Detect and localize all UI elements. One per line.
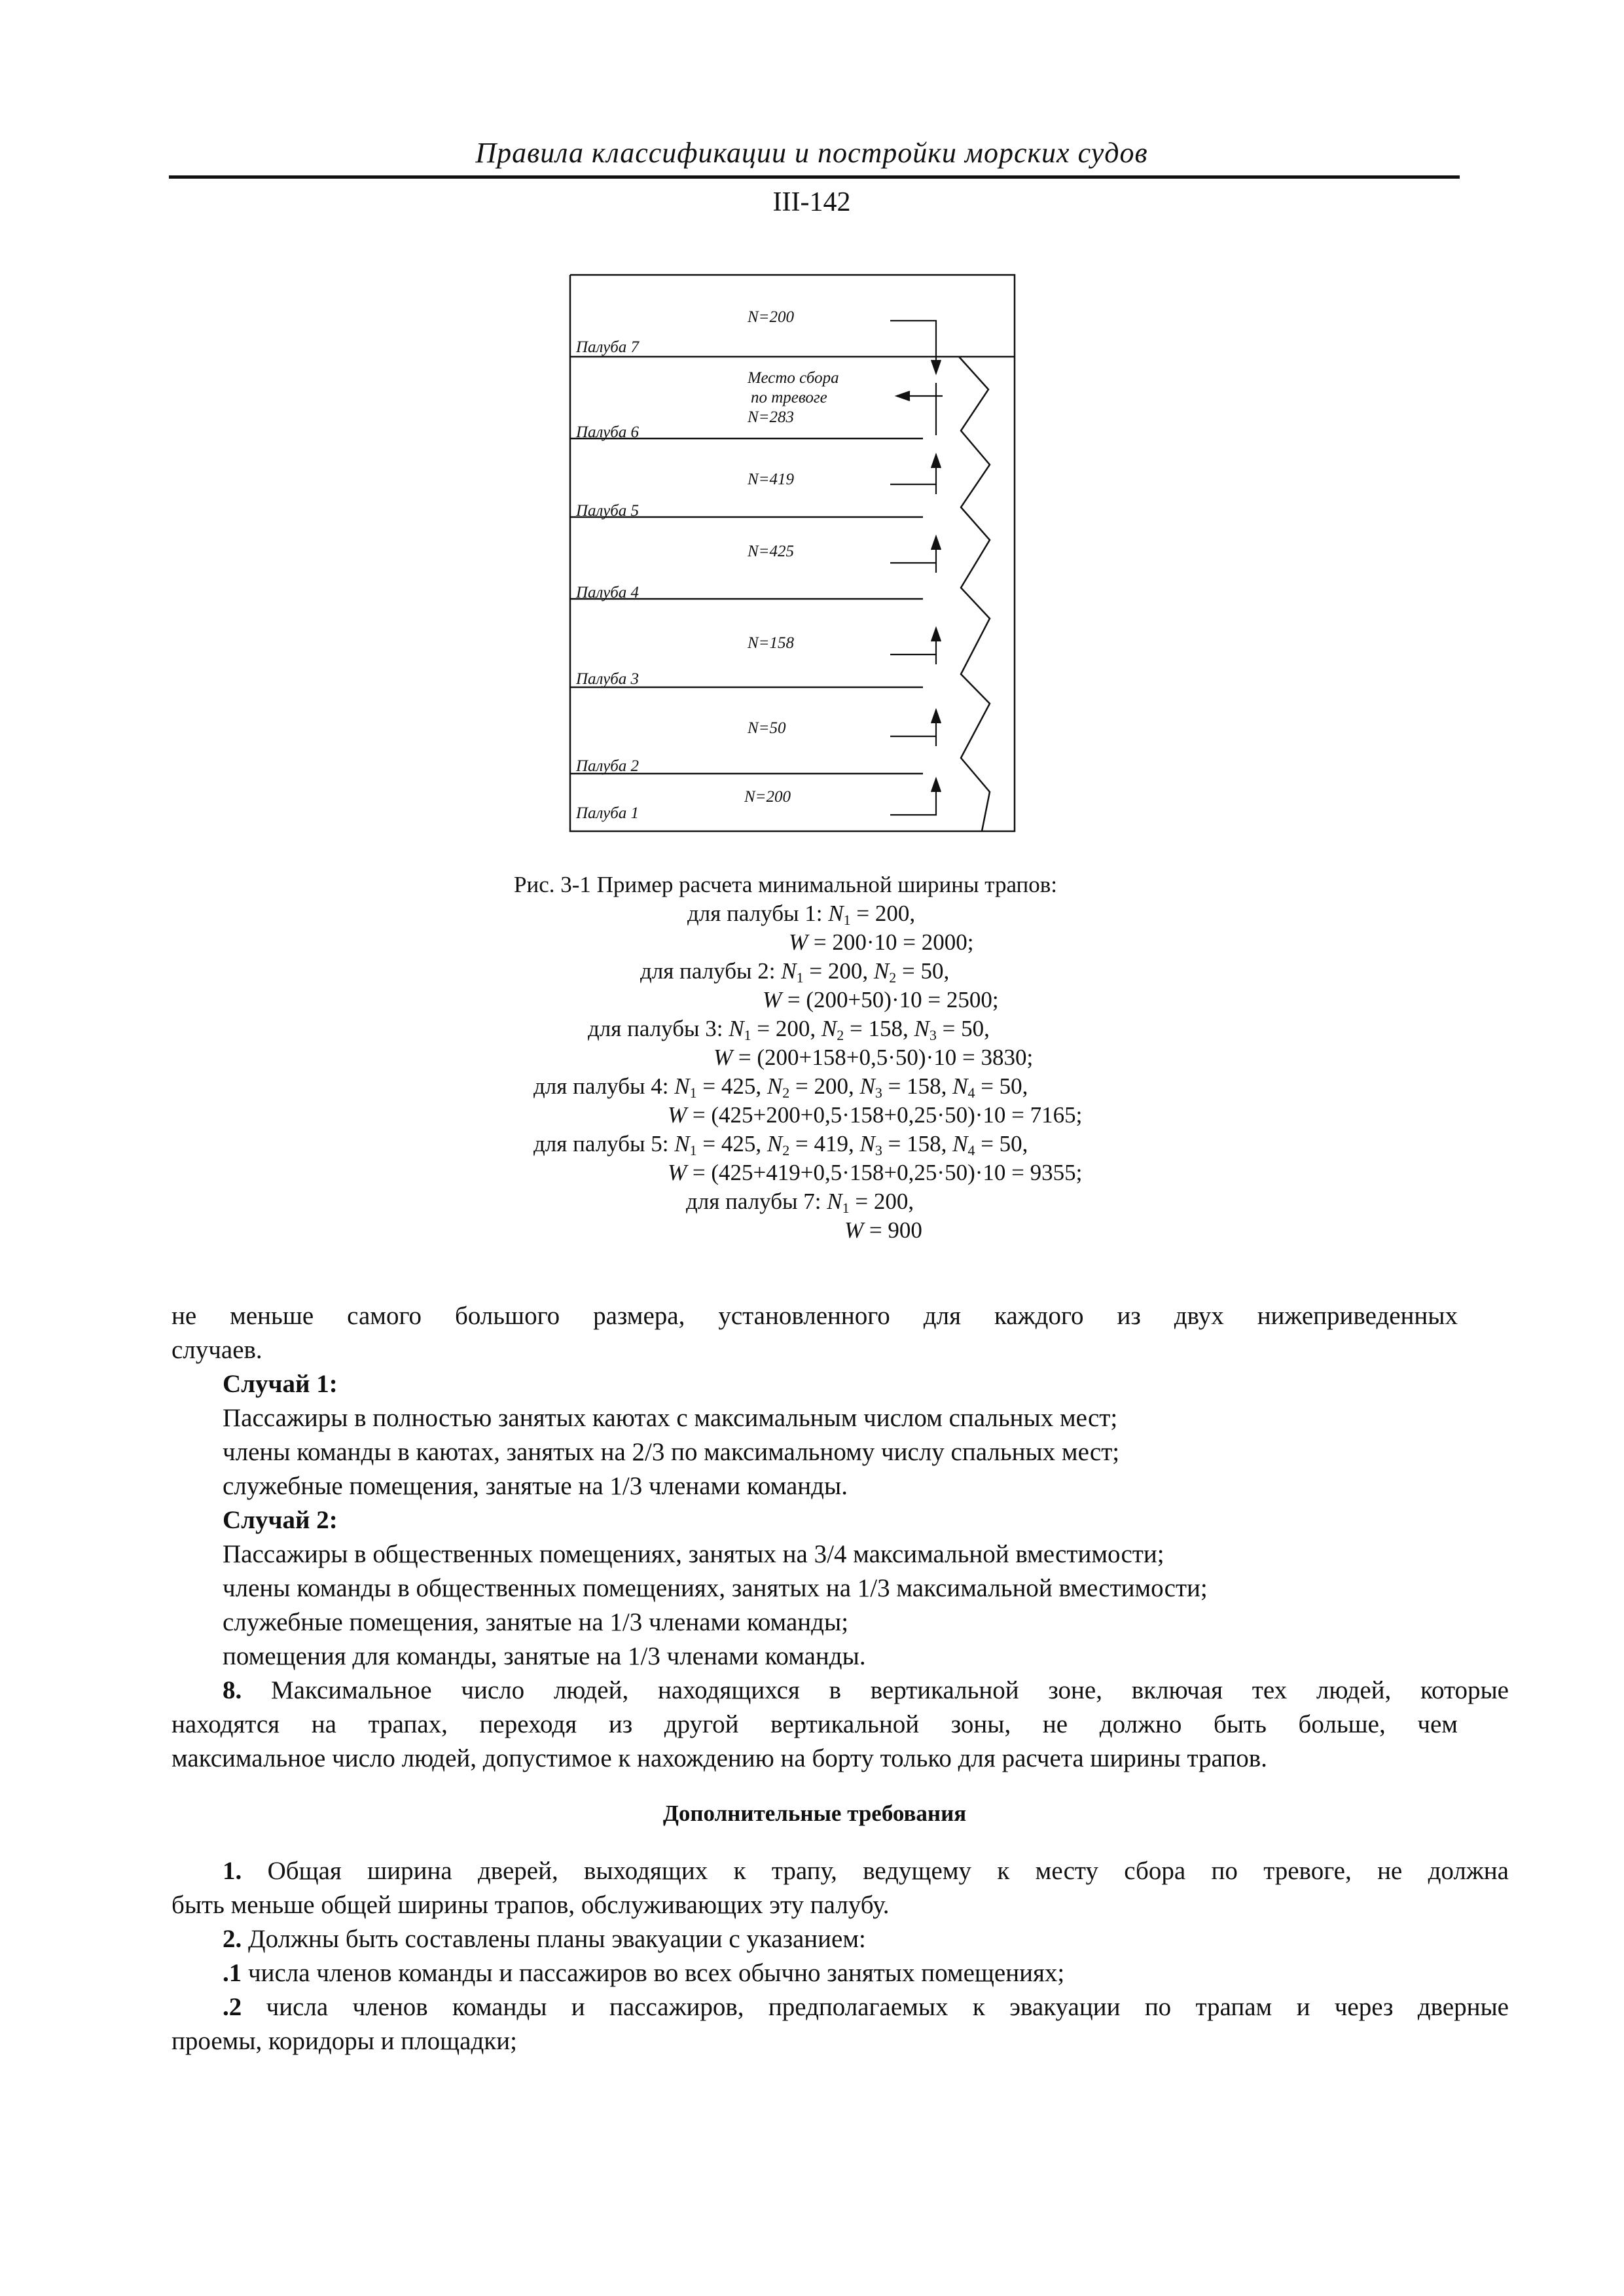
section-heading: Дополнительные требования: [662, 1801, 967, 1826]
case1-item: служебные помещения, занятые на 1/3 членами команды.: [223, 1472, 848, 1500]
case1-heading: Случай 1:: [223, 1370, 338, 1398]
caption-deck2-w: W = (200+50)·10 = 2500;: [763, 987, 999, 1013]
deck-label-4: Палуба 4: [576, 584, 640, 601]
deck-label-5: Палуба 5: [576, 502, 640, 520]
page-number: III-142: [772, 187, 851, 217]
case1-item: Пассажиры в полностью занятых каютах с максимальным числом спальных мест;: [223, 1404, 1118, 1432]
paragraph-8-line3: максимальное число людей, допустимое к нахождению на борту только для расчета ширины трапов.: [171, 1744, 1267, 1772]
caption-deck3-w: W = (200+158+0,5·50)·10 = 3830;: [713, 1045, 1034, 1070]
subitem-2-line1: .2 числа членов команды и пассажиров, предполагаемых к эвакуации по трапам и через дверные: [223, 1993, 1509, 2021]
caption-deck3: для палубы 3: $N_1 = 200$, $N_2 = 158$, $N_3 = 50$,: [588, 1016, 990, 1043]
deck-label-1: Палуба 1: [576, 804, 640, 822]
assembly-label-2: по тревоге: [751, 389, 827, 406]
caption-deck5-w: W = (425+419+0,5·158+0,25·50)·10 = 9355;: [668, 1160, 1083, 1185]
deck-label-6: Палуба 6: [576, 423, 640, 441]
additional-1-line1: 1. Общая ширина дверей, выходящих к трапу, ведущему к месту сбора по тревоге, не должна: [223, 1857, 1509, 1885]
count-deck-7: N=200: [748, 308, 795, 326]
caption-deck1: для палубы 1: $N_1 = 200$,: [687, 901, 916, 928]
caption-deck1-w: W = 200·10 = 2000;: [789, 929, 974, 955]
caption-deck4: для палубы 4: $N_1 = 425$, $N_2 = 200$, $N_3 = 158$, $N_4 = 50$,: [533, 1073, 1028, 1101]
deck-label-3: Палуба 3: [576, 670, 640, 688]
caption-deck7: для палубы 7: $N_1 = 200$,: [686, 1189, 914, 1216]
flow-arrows: [890, 321, 943, 815]
case2-heading: Случай 2:: [223, 1506, 338, 1534]
assembly-label-1: Место сбора: [748, 369, 839, 387]
case2-item: члены команды в общественных помещениях, занятых на 1/3 максимальной вместимости;: [223, 1574, 1208, 1602]
count-deck-4: N=425: [748, 543, 795, 560]
header-rule: [169, 175, 1460, 179]
caption-deck2: для палубы 2: $N_1 = 200$, $N_2 = 50$,: [640, 958, 950, 986]
count-deck-6: N=283: [748, 408, 795, 426]
stair-width-diagram: [563, 268, 1021, 838]
count-deck-1: N=200: [744, 788, 791, 806]
count-deck-2: N=50: [748, 719, 786, 737]
paragraph-intro-line1: не меньше самого большого размера, установленного для каждого из двух нижеприведенных: [171, 1302, 1458, 1330]
deck-label-2: Палуба 2: [576, 757, 640, 775]
paragraph-8-line1: 8. Максимальное число людей, находящихся в вертикальной зоне, включая тех людей, которые: [223, 1676, 1509, 1704]
running-header-title: Правила классификации и постройки морских судов: [475, 137, 1148, 169]
subitem-2-line2: проемы, коридоры и площадки;: [171, 2027, 517, 2055]
caption-title: Рис. 3-1 Пример расчета минимальной ширины трапов:: [514, 872, 1058, 897]
caption-deck5: для палубы 5: $N_1 = 425$, $N_2 = 419$, $N_3 = 158$, $N_4 = 50$,: [533, 1131, 1028, 1158]
subitem-1: .1 числа членов команды и пассажиров во всех обычно занятых помещениях;: [223, 1959, 1065, 1987]
case2-item: служебные помещения, занятые на 1/3 членами команды;: [223, 1608, 849, 1636]
deck-label-7: Палуба 7: [576, 338, 640, 356]
additional-2: 2. Должны быть составлены планы эвакуации с указанием:: [223, 1925, 866, 1953]
additional-1-line2: быть меньше общей ширины трапов, обслуживающих эту палубу.: [171, 1891, 890, 1919]
body-text: [171, 1299, 1509, 2117]
case2-item: помещения для команды, занятые на 1/3 членами команды.: [223, 1642, 866, 1670]
case2-item: Пассажиры в общественных помещениях, занятых на 3/4 максимальной вместимости;: [223, 1540, 1164, 1568]
paragraph-8-line2: находятся на трапах, переходя из другой вертикальной зоны, не должно быть больше, чем: [171, 1710, 1458, 1738]
figure-caption: [327, 870, 1296, 1263]
case1-item: члены команды в каютах, занятых на 2/3 по максимальному числу спальных мест;: [223, 1438, 1120, 1466]
count-deck-3: N=158: [748, 634, 795, 652]
paragraph-intro-line2: случаев.: [171, 1336, 262, 1364]
caption-deck4-w: W = (425+200+0,5·158+0,25·50)·10 = 7165;: [668, 1102, 1083, 1128]
count-deck-5: N=419: [748, 471, 795, 488]
stair-zigzag: [959, 357, 990, 831]
caption-deck7-w: W = 900: [844, 1217, 922, 1243]
